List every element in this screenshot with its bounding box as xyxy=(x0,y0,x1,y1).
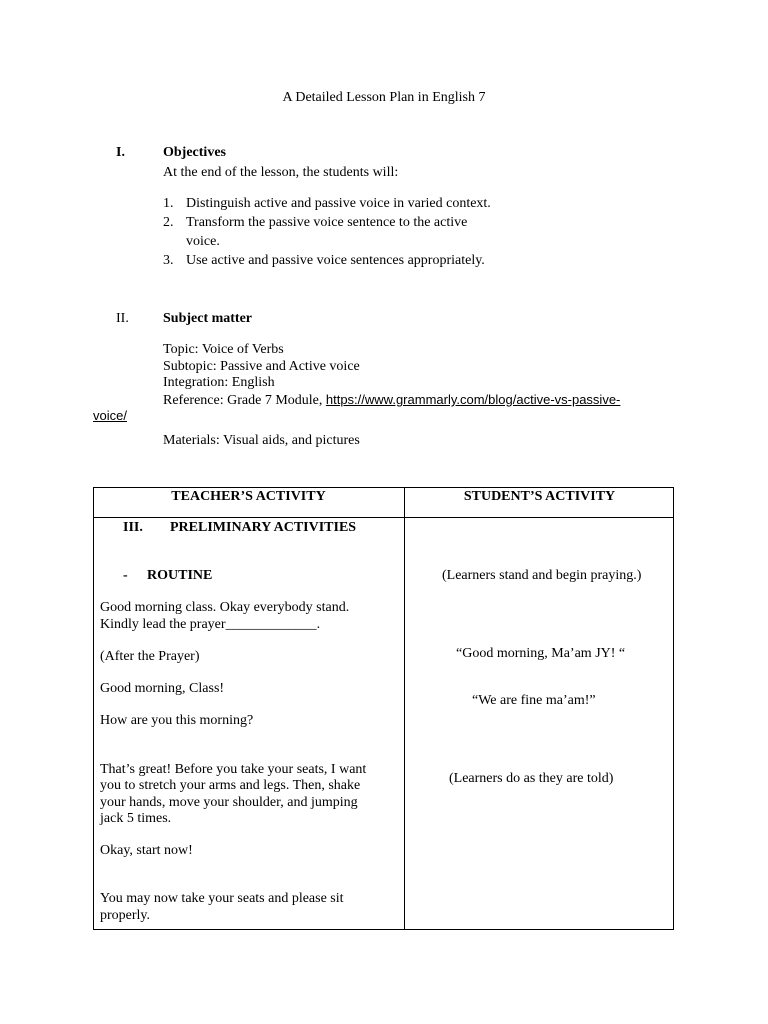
preliminary-activities-heading: PRELIMINARY ACTIVITIES xyxy=(170,520,357,535)
topic-line: Topic: Voice of Verbs xyxy=(163,342,284,357)
reference-link-continued[interactable]: voice/ xyxy=(93,408,127,423)
student-activity-header: STUDENT’S ACTIVITY xyxy=(463,489,616,504)
reference-line xyxy=(163,391,620,409)
student-response: “We are fine ma’am!” xyxy=(472,693,596,708)
teacher-line: jack 5 times. xyxy=(100,811,172,826)
teacher-line: How are you this morning? xyxy=(100,713,254,728)
teacher-line: Good morning, Class! xyxy=(100,681,225,696)
objective-text-continued: voice. xyxy=(186,234,220,249)
table-column-divider xyxy=(404,487,405,930)
teacher-line: That’s great! Before you take your seats, I want xyxy=(100,762,367,777)
table-header-divider xyxy=(93,517,674,518)
section-numeral-preliminary: III. xyxy=(123,520,143,535)
subtopic-line: Subtopic: Passive and Active voice xyxy=(163,359,360,374)
objective-text: Transform the passive voice sentence to the active xyxy=(186,215,468,230)
teacher-line: (After the Prayer) xyxy=(100,649,200,664)
teacher-line: You may now take your seats and please sit xyxy=(100,891,344,906)
integration-line: Integration: English xyxy=(163,375,275,390)
reference-link[interactable]: https://www.grammarly.com/blog/active-vs-passive- xyxy=(325,392,621,407)
objective-text: Use active and passive voice sentences appropriately. xyxy=(186,253,485,268)
objectives-heading: Objectives xyxy=(163,145,226,160)
teacher-line: your hands, move your shoulder, and jumping xyxy=(100,795,358,810)
reference-label: Reference: Grade 7 Module, xyxy=(163,393,326,408)
section-numeral-subject: II. xyxy=(116,311,129,326)
teacher-line: you to stretch your arms and legs. Then, shake xyxy=(100,778,361,793)
section-numeral-objectives: I. xyxy=(116,145,125,160)
objective-number: 3. xyxy=(163,253,174,268)
document-title: A Detailed Lesson Plan in English 7 xyxy=(282,90,486,105)
objective-text: Distinguish active and passive voice in varied context. xyxy=(186,196,491,211)
routine-heading: ROUTINE xyxy=(147,568,213,583)
teacher-activity-header: TEACHER’S ACTIVITY xyxy=(171,489,326,504)
student-response: (Learners stand and begin praying.) xyxy=(442,568,642,583)
subject-matter-heading: Subject matter xyxy=(163,311,253,326)
teacher-line: Okay, start now! xyxy=(100,843,193,858)
teacher-line: Kindly lead the prayer_____________. xyxy=(100,617,321,632)
routine-dash: - xyxy=(123,568,128,583)
materials-line: Materials: Visual aids, and pictures xyxy=(163,433,360,448)
teacher-line: properly. xyxy=(100,908,151,923)
objective-number: 1. xyxy=(163,196,174,211)
student-response: “Good morning, Ma’am JY! “ xyxy=(456,646,626,661)
objectives-intro: At the end of the lesson, the students will: xyxy=(163,165,399,180)
objective-number: 2. xyxy=(163,215,174,230)
teacher-line: Good morning class. Okay everybody stand. xyxy=(100,600,350,615)
student-response: (Learners do as they are told) xyxy=(449,771,614,786)
